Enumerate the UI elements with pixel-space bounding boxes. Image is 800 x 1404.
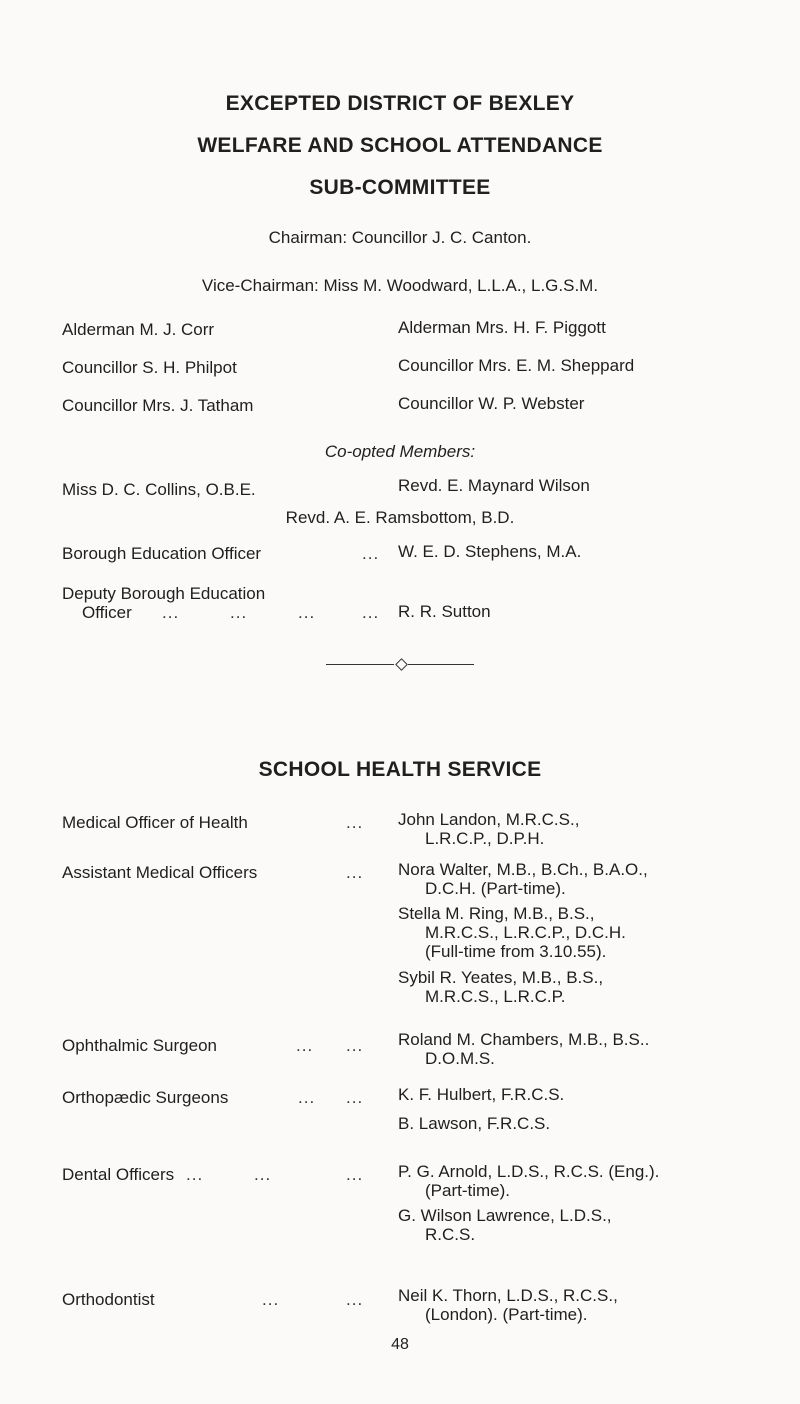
leader-dots: ... <box>346 1088 364 1107</box>
amo1-line1: Nora Walter, M.B., B.Ch., B.A.O., <box>398 860 648 879</box>
beo-name: W. E. D. Stephens, M.A. <box>398 542 582 561</box>
amo2-line3: (Full-time from 3.10.55). <box>425 942 607 961</box>
leader-dots: ... <box>298 1088 316 1107</box>
amo2-line2: M.R.C.S., L.R.C.P., D.C.H. <box>425 923 626 942</box>
coopted-left: Miss D. C. Collins, O.B.E. <box>62 480 256 499</box>
leader-dots: ... <box>162 603 180 622</box>
divider-rule-left <box>326 664 394 665</box>
amo1-line2: D.C.H. (Part-time). <box>425 879 566 898</box>
beo-role: Borough Education Officer <box>62 544 262 563</box>
coopted-right: Revd. E. Maynard Wilson <box>398 476 590 495</box>
leader-dots: ... <box>346 1036 364 1055</box>
orthodontist-line1: Neil K. Thorn, L.D.S., R.C.S., <box>398 1286 618 1305</box>
member-right-2: Councillor Mrs. E. M. Sheppard <box>398 356 635 375</box>
member-left-1: Alderman M. J. Corr <box>62 320 215 339</box>
deputy-role-line1: Deputy Borough Education <box>62 584 266 603</box>
leader-dots: ... <box>296 1036 314 1055</box>
orthodontist-line2: (London). (Part-time). <box>425 1305 588 1324</box>
member-left-2: Councillor S. H. Philpot <box>62 358 237 377</box>
leader-dots: ... <box>298 603 316 622</box>
title-line-2: WELFARE AND SCHOOL ATTENDANCE <box>197 134 603 157</box>
member-right-1: Alderman Mrs. H. F. Piggott <box>398 318 606 337</box>
leader-dots: ... <box>346 1165 364 1184</box>
coopted-center: Revd. A. E. Ramsbottom, B.D. <box>285 508 515 527</box>
member-right-3: Councillor W. P. Webster <box>398 394 585 413</box>
leader-dots: ... <box>262 1290 280 1309</box>
deputy-name: R. R. Sutton <box>398 602 491 621</box>
leader-dots: ... <box>230 603 248 622</box>
vice-chairman: Vice-Chairman: Miss M. Woodward, L.L.A., L.G.S.M. <box>201 276 599 295</box>
title-line-1: EXCEPTED DISTRICT OF BEXLEY <box>225 92 575 115</box>
title-line-3: SUB-COMMITTEE <box>309 176 491 199</box>
deputy-role-line2: Officer <box>82 603 132 622</box>
divider-diamond <box>395 658 408 671</box>
dental2-line1: G. Wilson Lawrence, L.D.S., <box>398 1206 612 1225</box>
orthodontist-role: Orthodontist <box>62 1290 155 1309</box>
ortho-surgeon-2: B. Lawson, F.R.C.S. <box>398 1114 551 1133</box>
leader-dots: ... <box>362 544 380 563</box>
leader-dots: ... <box>346 813 364 832</box>
leader-dots: ... <box>346 863 364 882</box>
leader-dots: ... <box>346 1290 364 1309</box>
leader-dots: ... <box>186 1165 204 1184</box>
moh-role: Medical Officer of Health <box>62 813 248 832</box>
oph-name-line2: D.O.M.S. <box>425 1049 495 1068</box>
dental-role: Dental Officers <box>62 1165 175 1184</box>
school-health-heading: SCHOOL HEALTH SERVICE <box>258 758 542 781</box>
ortho-surgeon-1: K. F. Hulbert, F.R.C.S. <box>398 1085 565 1104</box>
moh-name-line2: L.R.C.P., D.P.H. <box>425 829 545 848</box>
oph-name-line1: Roland M. Chambers, M.B., B.S.. <box>398 1030 650 1049</box>
amo-role: Assistant Medical Officers <box>62 863 258 882</box>
moh-name-line1: John Landon, M.R.C.S., <box>398 810 580 829</box>
member-left-3: Councillor Mrs. J. Tatham <box>62 396 254 415</box>
oph-role: Ophthalmic Surgeon <box>62 1036 217 1055</box>
dental2-line2: R.C.S. <box>425 1225 476 1244</box>
page-number: 48 <box>391 1336 409 1353</box>
coopted-heading: Co-opted Members: <box>324 442 476 461</box>
amo3-line1: Sybil R. Yeates, M.B., B.S., <box>398 968 604 987</box>
leader-dots: ... <box>254 1165 272 1184</box>
leader-dots: ... <box>362 603 380 622</box>
divider-rule-right <box>408 664 474 665</box>
amo2-line1: Stella M. Ring, M.B., B.S., <box>398 904 595 923</box>
dental1-line1: P. G. Arnold, L.D.S., R.C.S. (Eng.). <box>398 1162 660 1181</box>
ortho-role: Orthopædic Surgeons <box>62 1088 229 1107</box>
amo3-line2: M.R.C.S., L.R.C.P. <box>425 987 566 1006</box>
chairman: Chairman: Councillor J. C. Canton. <box>268 228 532 247</box>
dental1-line2: (Part-time). <box>425 1181 510 1200</box>
